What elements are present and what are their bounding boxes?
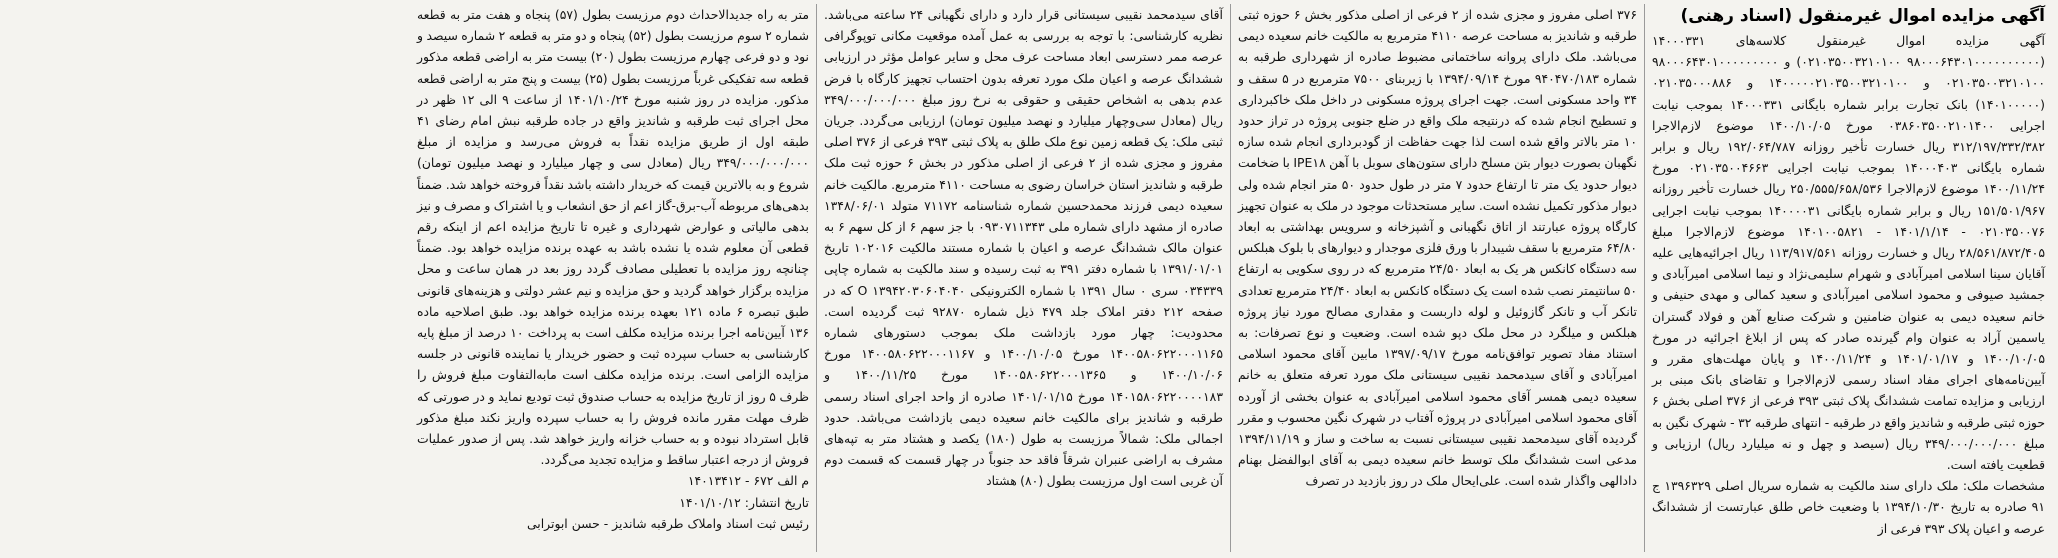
notice-title: آگهی مزایده اموال غیرمنقول (اسناد رهنی) (1680, 6, 2045, 26)
notice-intro-paragraph: آگهی مزایده اموال غیرمنقول کلاسه‌های ۱۴۰۰۰۳۳۱ (۹۸۰۰۰۶۴۳۰۱۰۰۰۰۰۰۰۰۰۰ ۰۲۱۰۳۵۰۰۳۲۱۰۱۰۰) و ۹۸۰۰۰۶۴۳۰۱۰۰۰۰۰۰۰۰۰ ۰۲۱۰۳۵۰۰۳۲۱۰۱۰۰ و ۱۴۰۰۰۰۰۲۱۰۳۵۰۰۳۲۱۰۱۰۰ و ۰۲۱۰۳۵۰۰۰۸۸۶ (۱۴۰۱۰۰۰۰۰) بانک تجارت برابر شماره بایگانی ۱۴۰۰۰۳۳۱ بموجب نیابت اجرایی ۰۳۸۶۰۳۵۰۰۲۱۰۱۴۰۰ مورخ ۱۴۰۰/۱۰/۰۵ موضوع لازم‌الاجرا ۳۱۲/۱۹۷/۳۳۲/۳۸۲ ریال خسارت تأخیر روزانه ۱۹۲/۰۶۴/۷۸۷ ریال و برابر شماره بایگانی ۱۴۰۰۰۴۰۳ بموجب نیابت اجرایی ۰۲۱۰۳۵۰۰۴۶۶۳ مورخ ۱۴۰۰/۱۱/۲۴ موضوع لازم‌الاجرا ۲۵۰/۵۵۵/۶۵۸/۵۳۶ ریال خسارت تأخیر روزانه ۱۵۱/۵۰۱/۹۶۷ ریال و برابر شماره بایگانی ۱۴۰۰۰۰۳۱ بموجب نیابت اجرایی ۰۲۱۰۳۵۰۰۷۶ - ۱۴۰۱/۱/۱۴ - ۱۴۰۱۰۰۵۸۲۱ موضوع لازم‌الاجرا مبلغ ۲۸/۵۶۱/۸۷۲/۴۰۵ ریال و خسارت روزانه ۱۱۳/۹۱۷/۵۶۱ ریال اجرائیه‌هایی علیه آقایان سینا اسلامی امیرآبادی و شهرام سلیمی‌نژاد و نیما اسلامی امیرآبادی و جمشید صیوفی و محمود اسلامی امیرآبادی و سعید کمالی و مهدی حنیفی و خانم سعیده دیمی به عنوان ضامنین و شرکت صنایع آهن و فولاد گستران یاسمین آراد به عنوان وام گیرنده صادر که پس از ابلاغ اجرائیه در مورخ ۱۴۰۰/۱۰/۰۵ و ۱۴۰۱/۰۱/۱۷ و ۱۴۰۰/۱۱/۲۴ و پایان مهلت‌های مقرر و آیین‌نامه‌های اجرای مفاد اسناد رسمی لازم‌الاجرا و تقاضای بانک مبنی بر ارزیابی و مزایده تمامت ششدانگ پلاک ثبتی ۳۹۳ فرعی از ۳۷۶ اصلی بخش ۶ حوزه ثبتی طرقبه و شاندیز واقع در طرقبه - انتهای طرقبه ۳۲ - شهرک نگین به مبلغ ۳۴۹/۰۰۰/۰۰۰/۰۰۰ ریال (سیصد و چهل و نه میلیارد ریال) ارزیابی و قطعیت یافته است. (1652, 33, 2045, 473)
notice-column-1 (1644, 4, 2052, 552)
property-spec-paragraph: مشخصات ملک: ملک دارای سند مالکیت به شماره سریال اصلی ۱۳۹۶۳۲۹ ج ۹۱ صادره به تاریخ ۱۳۹۴/۱۰/۳۰ با وضعیت خاص طلق عبارتست از ششدانگ عرصه و اعیان پلاک ۳۹۳ فرعی از (1652, 478, 2046, 536)
publication-date: تاریخ انتشار: ۱۴۰۱/۱۰/۱۲ (679, 494, 809, 510)
notice-column-3 (816, 4, 1230, 552)
property-description-paragraph: ۳۷۶ اصلی مفروز و مجزی شده از ۲ فرعی از اصلی مذکور بخش ۶ حوزه ثبتی طرقبه و شاندیز به مساحت عرصه ۴۱۱۰ مترمربع به مالکیت خانم سعیده دیمی می‌باشد. ملک دارای پروانه ساختمانی مضبوط صادره از شهرداری طرقبه به شماره ۹۴۰۴۷۰/۱۸۳ مورخ ۱۳۹۴/۰۹/۱۴ با زیربنای ۷۵۰۰ مترمربع در ۵ سقف و ۳۴ واحد مسکونی است. جهت اجرای پروژه مسکونی در داخل ملک خاکبرداری و تسطیح انجام شده که درنتیجه ملک واقع در ضلع جنوبی پروژه در تراز حدود ۱۰ متر بالاتر واقع شده است لذا جهت حفاظت از گودبرداری انجام شده سازه نگهبان بصورت دیوار بتن مسلح دارای ستون‌های سوبل با آهن IPE۱۸ با ضخامت دیوار حدود یک متر تا ارتفاع حدود ۷ متر در طول حدود ۵۰ متر انجام شده ولی دیوار مذکور تکمیل نشده است. سایر مستحدثات موجود در ملک به عنوان تجهیز کارگاه پروژه عبارتند از اتاق نگهبانی و آشپزخانه و سرویس بهداشتی به ابعاد ۶۴/۸۰ مترمربع با سقف شیبدار با ورق فلزی موجدار و دیوارهای با بلوک هبلکس سه دستگاه کانکس هر یک به ابعاد ۲۴/۵۰ مترمربع که در روی سکویی به ارتفاع ۵۰ سانتیمتر نصب شده است یک دستگاه کانکس به ابعاد ۲۴/۴۰ مترمربع تعدادی تانکر آب و تانکر گازوئیل و لوله داربست و مقداری مصالح مورد نیاز پروژه هبلکس و میلگرد در محل ملک دپو شده است. وضعیت و نوع تصرفات: به استناد مفاد تصویر توافق‌نامه مورخ ۱۳۹۷/۰۹/۱۷ مابین آقای محمود اسلامی امیرآبادی و آقای سیدمحمد نقیبی سیستانی ملک مورد تعرفه متعلق به خانم سعیده دیمی همسر آقای محمود اسلامی امیرآبادی به عنوان بخشی از آورده آقای محمود اسلامی امیرآبادی در پروژه آفتاب در شهرک نگین محسوب و مقرر گردیده آقای سیدمحمد نقیبی سیستانی نسبت به ساخت و ساز و ۱۳۹۴/۱۱/۱۹ مدعی است ششدانگ ملک توسط خانم سعیده دیمی به آقای ابوالفضل بهنام دادالهی واگذار شده است. علی‌ایحال ملک در روز بازدید در تصرف (1238, 7, 1638, 489)
notice-column-4 (410, 4, 816, 552)
notice-code: م الف ۶۷۲ - ۱۴۰۱۳۴۱۲ (687, 473, 809, 489)
notice-column-2 (1230, 4, 1644, 552)
signature-line: رئیس ثبت اسناد واملاک طرقبه شاندیز - حسن ابوترابی (526, 515, 809, 531)
expert-opinion-paragraph: آقای سیدمحمد نقیبی سیستانی قرار دارد و دارای نگهبانی ۲۴ ساعته می‌باشد. نظریه کارشناسی: با توجه به بررسی به عمل آمده موقعیت مکانی توپوگرافی عرصه ممر دسترسی ابعاد مساحت عرف محل و سایر عوامل مؤثر در ارزیابی ششدانگ عرصه و اعیان ملک مورد تعرفه بدون احتساب تجهیز کارگاه با فرض عدم بدهی به اشخاص حقیقی و حقوقی به نرخ روز مبلغ ۳۴۹/۰۰۰/۰۰۰/۰۰۰ ریال (معادل سی‌وچهار میلیارد و نهصد میلیون تومان) ارزیابی می‌گردد. جریان ثبتی ملک: یک قطعه زمین نوع ملک طلق به پلاک ثبتی ۳۹۳ فرعی از ۳۷۶ اصلی مفروز و مجزی شده از ۲ فرعی از اصلی مذکور در بخش ۶ حوزه ثبت ملک طرقبه و شاندیز استان خراسان رضوی به مساحت ۴۱۱۰ مترمربع. مالکیت خانم سعیده دیمی فرزند محمدحسین شماره شناسنامه ۷۱۱۷۲ متولد ۱۳۴۸/۰۶/۰۱ صادره از مشهد دارای شماره ملی ۰۹۳۰۷۱۱۳۴۳ با جز سهم ۶ از کل سهم ۶ به عنوان مالک ششدانگ عرصه و اعیان با شماره مستند مالکیت ۱۰۲۰۱۶ تاریخ ۱۳۹۱/۰۱/۰۱ با شماره دفتر ۳۹۱ به ثبت رسیده و سند مالکیت به شماره چاپی ۰۳۴۳۳۹ سری ۰ سال ۱۳۹۱ با شماره الکترونیکی ۱۳۹۴۲۰۳۰۶۰۴۰۴۰ O که در صفحه ۲۱۲ دفتر املاک جلد ۴۷۹ ذیل شماره ۹۲۸۷۰ ثبت گردیده است. محدودیت: چهار مورد بازداشت ملک بموجب دستورهای شماره ۱۴۰۰۵۸۰۶۲۲۰۰۰۱۱۶۵ مورخ ۱۴۰۰/۱۰/۰۵ و ۱۴۰۰۵۸۰۶۲۲۰۰۰۱۱۶۷ مورخ ۱۴۰۰/۱۰/۰۶ و ۱۴۰۰۵۸۰۶۲۲۰۰۰۱۳۶۵ مورخ ۱۴۰۰/۱۱/۲۵ و ۱۴۰۱۵۸۰۶۲۲۰۰۰۰۱۸۳ مورخ ۱۴۰۱/۰۱/۱۵ صادره از واحد اجرای اسناد رسمی طرقبه و شاندیز برای مالکیت خانم سعیده دیمی بازداشت می‌باشد. حدود اجمالی ملک: شمالاً مرزیست به طول (۱۸۰) یکصد و هشتاد متر به تپه‌های مشرف به اراضی عنبران شرقاً فاقد حد جنوباً در چهار قسمت که قسمت دوم آن غربی است اول مرزیست بطول (۸۰) هشتاد (824, 7, 1224, 489)
auction-terms-paragraph: متر به راه جدیدالاحداث دوم مرزیست بطول (۵۷) پنجاه و هفت متر به قطعه شماره ۲ سوم مرزیست بطول (۵۲) پنجاه و دو متر به قطعه ۲ شماره سیصد و نود و دو فرعی چهارم مرزیست بطول (۲۰) بیست متر به اراضی قطعه مذکور قطعه سه تفکیکی غرباً مرزیست بطول (۲۵) بیست و پنج متر به اراضی قطعه مذکور. مزایده در روز شنبه مورخ ۱۴۰۱/۱۰/۲۴ از ساعت ۹ الی ۱۲ ظهر در محل اجرای ثبت طرقبه و شاندیز واقع در جاده طرقبه نبش امام رضای ۴۱ طبقه اول از طریق مزایده نقداً به فروش می‌رسد و مزایده از مبلغ ۳۴۹/۰۰۰/۰۰۰/۰۰۰ ریال (معادل سی و چهار میلیارد و نهصد میلیون تومان) شروع و به بالاترین قیمت که خریدار داشته باشد نقداً فروخته خواهد شد. ضمناً بدهی‌های مربوطه آب-برق-گاز اعم از حق انشعاب و یا اشتراک و مصرف و نیز بدهی مالیاتی و عوارض شهرداری و غیره تا تاریخ مزایده اعم از اینکه رقم قطعی آن معلوم شده یا نشده باشد به عهده برنده مزایده خواهد بود. ضمناً چنانچه روز مزایده با تعطیلی مصادف گردد روز بعد در همان ساعت و محل مزایده برگزار خواهد گردید و حق مزایده و نیم عشر دولتی و هزینه‌های قانونی طبق تبصره ۶ ماده ۱۲۱ بعهده برنده مزایده خواهد بود. طبق اصلاحیه ماده ۱۳۶ آیین‌نامه اجرا برنده مزایده مکلف است به پرداخت ۱۰ درصد از مبلغ پایه کارشناسی به حساب سپرده ثبت و حضور خریدار یا نماینده قانونی در جلسه مزایده الزامی است. برنده مزایده مکلف است مابه‌التفاوت مبلغ فروش را ظرف ۵ روز از تاریخ مزایده به حساب صندوق ثبت تودیع نماید و در صورتی که ظرف مهلت مقرر مانده فروش را به حساب سپرده واریز نکند مبلغ مذکور قابل استرداد نبوده و به حساب خزانه واریز خواهد شد. پس از صدور عملیات فروش از درجه اعتبار ساقط و مزایده تجدید می‌گردد. (416, 7, 810, 468)
